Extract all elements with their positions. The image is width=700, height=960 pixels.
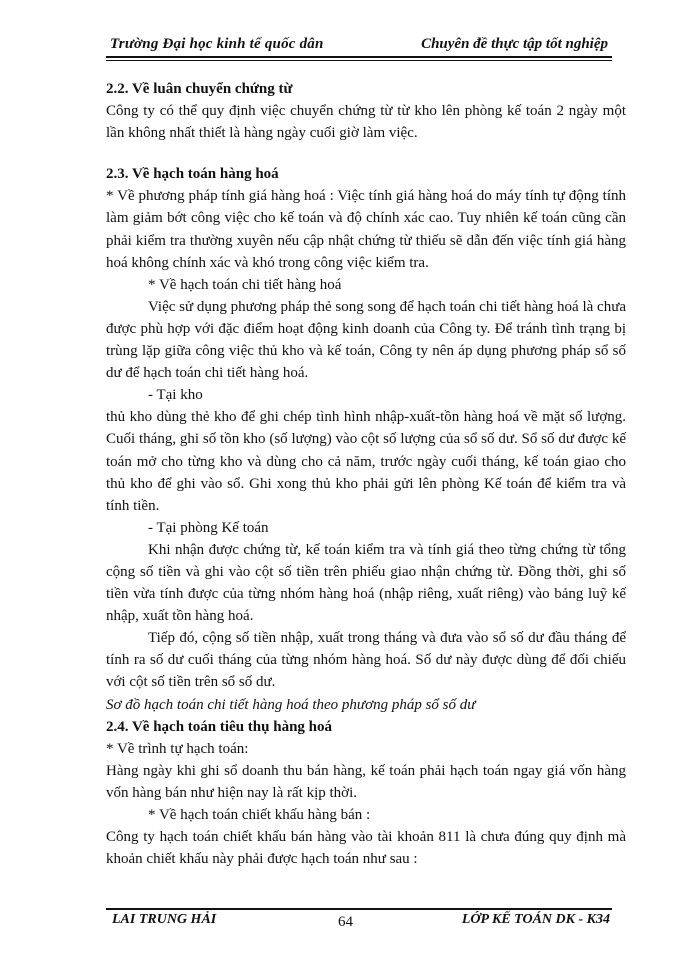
paragraph: Hàng ngày khi ghi sổ doanh thu bán hàng, kế toán phải hạch toán ngay giá vốn hàng vốn hàng bán như hiện nay là rất kịp thời. <box>106 762 626 801</box>
paragraph: Việc sử dụng phương pháp thẻ song song để hạch toán chi tiết hàng hoá là chưa được phù hợp với đặc điểm hoạt động kinh doanh của Công ty. Để tránh tình trạng bị trùng lặp giữa công việc thủ kho và kế toán, Công ty nên áp dụng phương pháp sổ số dư để hạch toán chi tiết hàng hoá. <box>106 298 626 382</box>
subheading: - Tại kho <box>148 387 203 404</box>
subheading: - Tại phòng Kế toán <box>148 519 269 536</box>
footer-rule <box>106 908 612 910</box>
paragraph: Công ty có thể quy định việc chuyển chứng từ từ kho lên phòng kế toán 2 ngày một lần không nhất thiết là hàng ngày cuối giờ làm việc. <box>106 103 626 142</box>
footer-class: LỚP KẾ TOÁN DK - K34 <box>461 912 610 927</box>
paragraph: Khi nhận được chứng từ, kế toán kiểm tra và tính giá theo từng chứng từ tổng cộng số tiền và ghi vào cột số tiền trên phiếu giao nhận chứng từ. Đồng thời, ghi số tiền vừa tính được của từng nhóm hàng hoá (nhập riêng, xuất riêng) vào bảng luỹ kế nhập, xuất tồn hàng hoá. <box>106 541 626 625</box>
page-body <box>106 78 626 870</box>
subheading: * Về trình tự hạch toán: <box>106 740 249 757</box>
header-title: Chuyên đề thực tập tốt nghiệp <box>421 36 608 52</box>
paragraph: Tiếp đó, cộng số tiền nhập, xuất trong tháng và đưa vào sổ số dư đầu tháng để tính ra số dư cuối tháng của từng nhóm hàng hoá. Số dư này được dùng để đối chiếu với cột số tiền trên sổ số dư. <box>106 630 626 691</box>
subheading: * Về hạch toán chi tiết hàng hoá <box>148 276 342 293</box>
paragraph: Công ty hạch toán chiết khấu bán hàng vào tài khoản 811 là chưa đúng quy định mà khoản chiết khấu này phải được hạch toán như sau : <box>106 829 626 868</box>
footer-author: LAI TRUNG HẢI <box>112 912 217 927</box>
header-rule-thin <box>106 60 612 61</box>
page-number: 64 <box>338 914 353 930</box>
header-school: Trường Đại học kinh tế quốc dân <box>110 36 324 52</box>
paragraph: thủ kho dùng thẻ kho để ghi chép tình hình nhập-xuất-tồn hàng hoá về mặt số lượng. Cuối tháng, ghi số tồn kho (số lượng) vào cột số lượng của sổ số dư. Sổ số dư được kế toán mở cho từng kho và dùng cho cả năm, trước ngày cuối tháng, kế toán giao cho thủ kho để ghi vào sổ. Ghi xong thủ kho phải gửi lên phòng Kế toán để kiểm tra và tính tiền. <box>106 409 626 514</box>
page-header <box>106 32 612 58</box>
subheading: * Về hạch toán chiết khấu hàng bán : <box>148 807 371 823</box>
section-heading-2-2: 2.2. Về luân chuyển chứng từ <box>106 81 293 97</box>
paragraph: * Về phương pháp tính giá hàng hoá : Việc tính giá hàng hoá do máy tính tự động tính làm giảm bớt công việc cho kế toán và độ chính xác cao. Tuy nhiên kế toán cũng cần phải kiểm tra thường xuyên nếu cập nhật chứng từ thiếu sẽ dẫn đến việc tính giá hàng hoá không chính xác và khó trong công việc kiểm tra. <box>106 188 626 271</box>
section-heading-2-3: 2.3. Về hạch toán hàng hoá <box>106 166 279 183</box>
diagram-caption: Sơ đồ hạch toán chi tiết hàng hoá theo phương pháp sổ số dư <box>106 696 476 713</box>
page-footer <box>106 896 612 936</box>
header-rule <box>106 56 612 58</box>
section-heading-2-4: 2.4. Về hạch toán tiêu thụ hàng hoá <box>106 718 333 735</box>
